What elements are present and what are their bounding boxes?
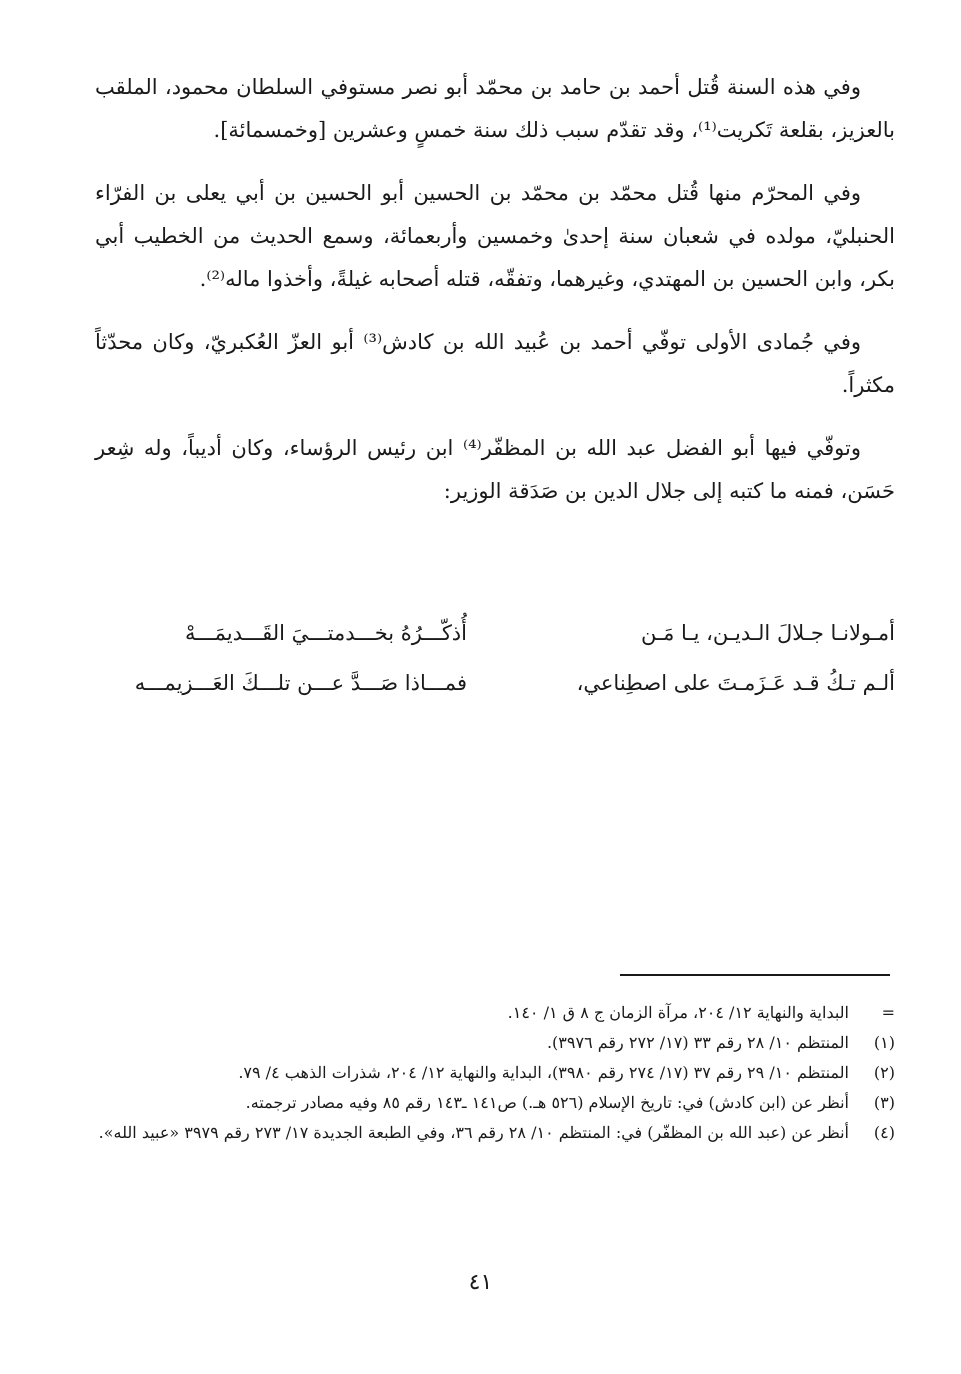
footnote-3 [85,1088,895,1118]
footnotes [85,998,895,1148]
footnote-text: المنتظم ١٠/ ٢٩ رقم ٣٧ (١٧/ ٢٧٤ رقم ٣٩٨٠)، البداية والنهاية ١٢/ ٢٠٤، شذرات الذهب ٤/ ٧٩. [238,1063,849,1082]
footnote-separator [620,974,890,976]
paragraph-ibn-al-farra: وفي المحرّم منها قُتل محمّد بن محمّد بن الحسين أبو الحسين بن أبي يعلى بن الفرّاء الحنبليّ، مولده في شعبان سنة إحدىٰ وخمسين وأربعمائة، وسمع الحديث من الخطيب أبي بكر، وابن الحسين بن المهتدي، وغيرهما، وتفقّه، قتله أصحابه غيلةً، وأخذوا ماله⁽²⁾. [95,181,895,291]
page-number: ٤١ [468,1270,493,1295]
paragraph-abu-al-fadl: وتوفّي فيها أبو الفضل عبد الله بن المظفّر⁽⁴⁾ ابن رئيس الرؤساء، وكان أديباً، وله شِعر حَسَن، فمنه ما كتبه إلى جلال الدين بن صَدَقة الوزير: [95,436,895,503]
paragraph-ahmad-bin-hamid: وفي هذه السنة قُتل أحمد بن حامد بن محمّد أبو نصر مستوفي السلطان محمود، الملقب بالعزيز، بقلعة تَكريت⁽¹⁾، وقد تقدّم سبب ذلك سنة خمسٍ وعشرين [وخمسمائة]. [95,75,895,142]
footnote-text: أنظر عن (ابن كادش) في: تاريخ الإسلام (٥٢٦ هـ.) ص١٤١ ـ١٤٣ رقم ٨٥ وفيه مصادر ترجمته. [245,1093,849,1112]
paragraph-ibn-kadish: وفي جُمادى الأولى توفّي أحمد بن عُبيد الله بن كادش⁽³⁾ أبو العزّ العُكبريّ، وكان محدّثاً مكثراً. [95,330,895,397]
verse-line [95,608,895,658]
footnote-mark: (١) [873,1033,895,1052]
footnote-continuation [85,998,895,1028]
footnote-text: المنتظم ١٠/ ٢٨ رقم ٣٣ (١٧/ ٢٧٢ رقم ٣٩٧٦). [546,1033,849,1052]
main-text [95,66,895,533]
footnote-mark: (٢) [873,1063,895,1082]
verse-first-hemistich: ألـم تـكُ قـد عَـزَمـتَ على اصطِناعي، [576,671,895,695]
footnote-mark: (٤) [873,1123,895,1142]
footnote-1 [85,1028,895,1058]
verse-first-hemistich: أمـولانـا جـلالَ الـديـن، يـا مَـن [640,621,895,645]
verse-second-hemistich: فمـــاذا صَـــدَّ عـــن تلـــكَ العَـــزيمـــه [134,671,467,695]
verse-line [95,658,895,708]
footnote-mark: (٣) [873,1093,895,1112]
footnote-mark: = [881,1003,895,1022]
footnote-2 [85,1058,895,1088]
verse-second-hemistich: أُذكّـــرُهُ بخـــدمتـــيَ القَـــديمَـــهْ [184,621,467,645]
footnote-text: أنظر عن (عبد الله بن المظفّر) في: المنتظم ١٠/ ٢٨ رقم ٣٦، وفي الطبعة الجديدة ١٧/ ٢٧٣ رقم ٣٩٧٩ «عبيد الله». [98,1123,849,1142]
footnote-4 [85,1118,895,1148]
footnote-text: البداية والنهاية ١٢/ ٢٠٤، مرآة الزمان ج ٨ ق ١/ ١٤٠. [507,1003,849,1022]
poem [95,608,895,708]
